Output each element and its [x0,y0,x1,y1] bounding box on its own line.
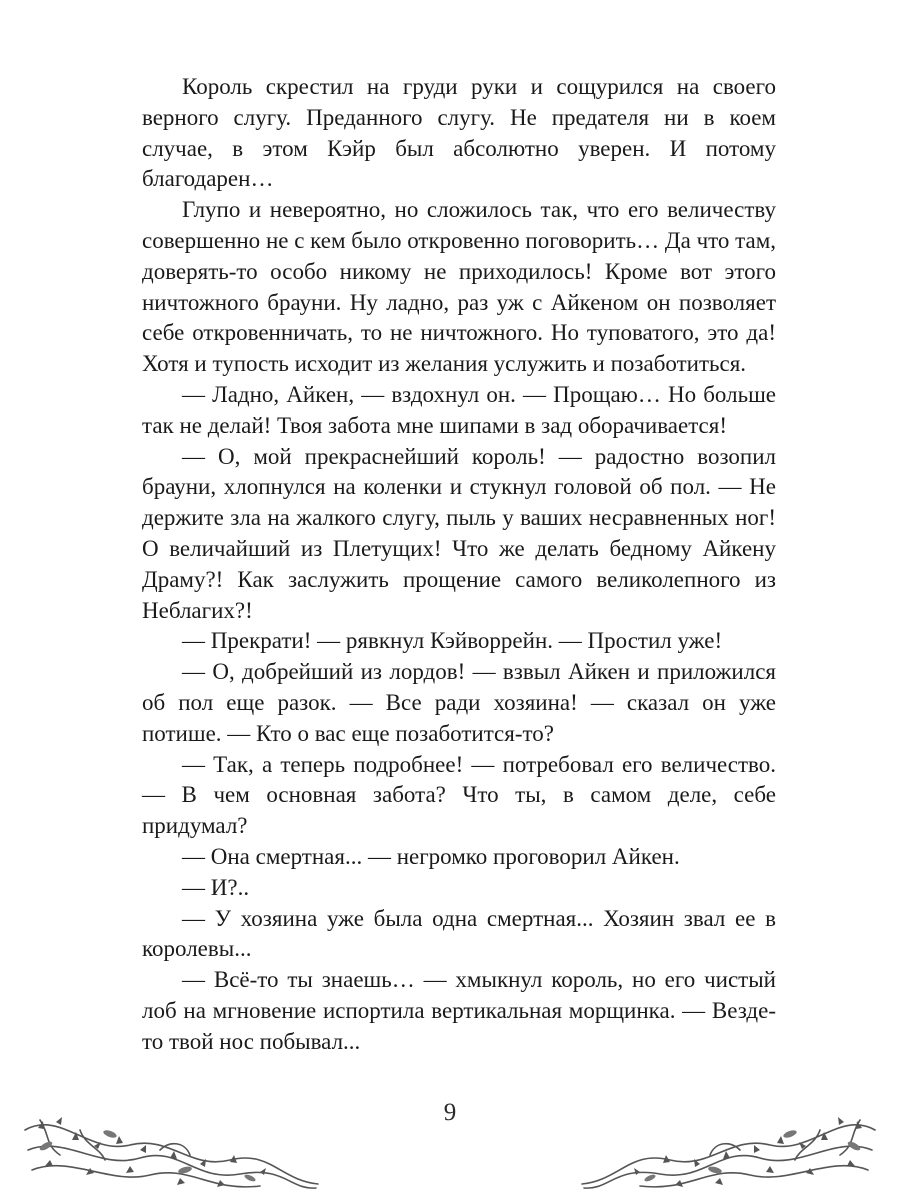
paragraph: — Ладно, Айкен, — вздохнул он. — Прощаю… Но больше так не делай! Твоя забота мне шипами в зад оборачивается! [142,381,776,438]
paragraph: — Она смертная... — негромко проговорил Айкен. [182,843,680,869]
paragraph: — О, добрейший из лордов! — взвыл Айкен и приложился об пол еще разок. — Все ради хозяина! — сказал он уже потише. — Кто о вас еще позаботится-то? [142,659,776,746]
paragraph: Глупо и невероятно, но сложилось так, что его величеству совершенно не с кем было откровенно поговорить… Да что там, доверять-то особо никому не приходилось! Кроме вот этого ничтожного брауни. Ну ладно, раз уж с Айкеном он позволяет себе откровенничать, то не ничтожного. Но туповатого, это да! Хотя и тупость исходит из желания услужить и позаботиться. [142,197,776,377]
paragraph: — И?.. [182,874,250,900]
paragraph: — Так, а теперь подробнее! — потребовал его величество. — В чем основная забота? Что ты, в самом деле, себе придумал? [142,751,776,839]
paragraph: — У хозяина уже была одна смертная... Хозяин звал ее в королевы... [142,905,776,962]
paragraph: — Прекрати! — рявкнул Кэйворрейн. — Простил уже! [182,628,723,654]
paragraph: Король скрестил на груди руки и сощурился на своего верного слугу. Преданного слугу. Не предателя ни в коем случае, в этом Кэйр был абсолютно уверен. И потому благодарен… [142,74,776,192]
paragraph: — Всё-то ты знаешь… — хмыкнул король, но его чистый лоб на мгновение испортила вертикальная морщинка. — Везде-то твой нос побывал... [142,967,776,1054]
page-number: 9 [443,1099,457,1126]
paragraph: — О, мой прекраснейший король! — радостно возопил брауни, хлопнулся на коленки и стукнул головой об пол. — Не держите зла на жалкого слугу, пыль у ваших несравненных ног! О величайший из Плетущих! Что же делать бедному Айкену Драму?! Как заслужить прощение самого великолепного из Неблагих?! [142,443,776,623]
page-body [142,72,776,1058]
